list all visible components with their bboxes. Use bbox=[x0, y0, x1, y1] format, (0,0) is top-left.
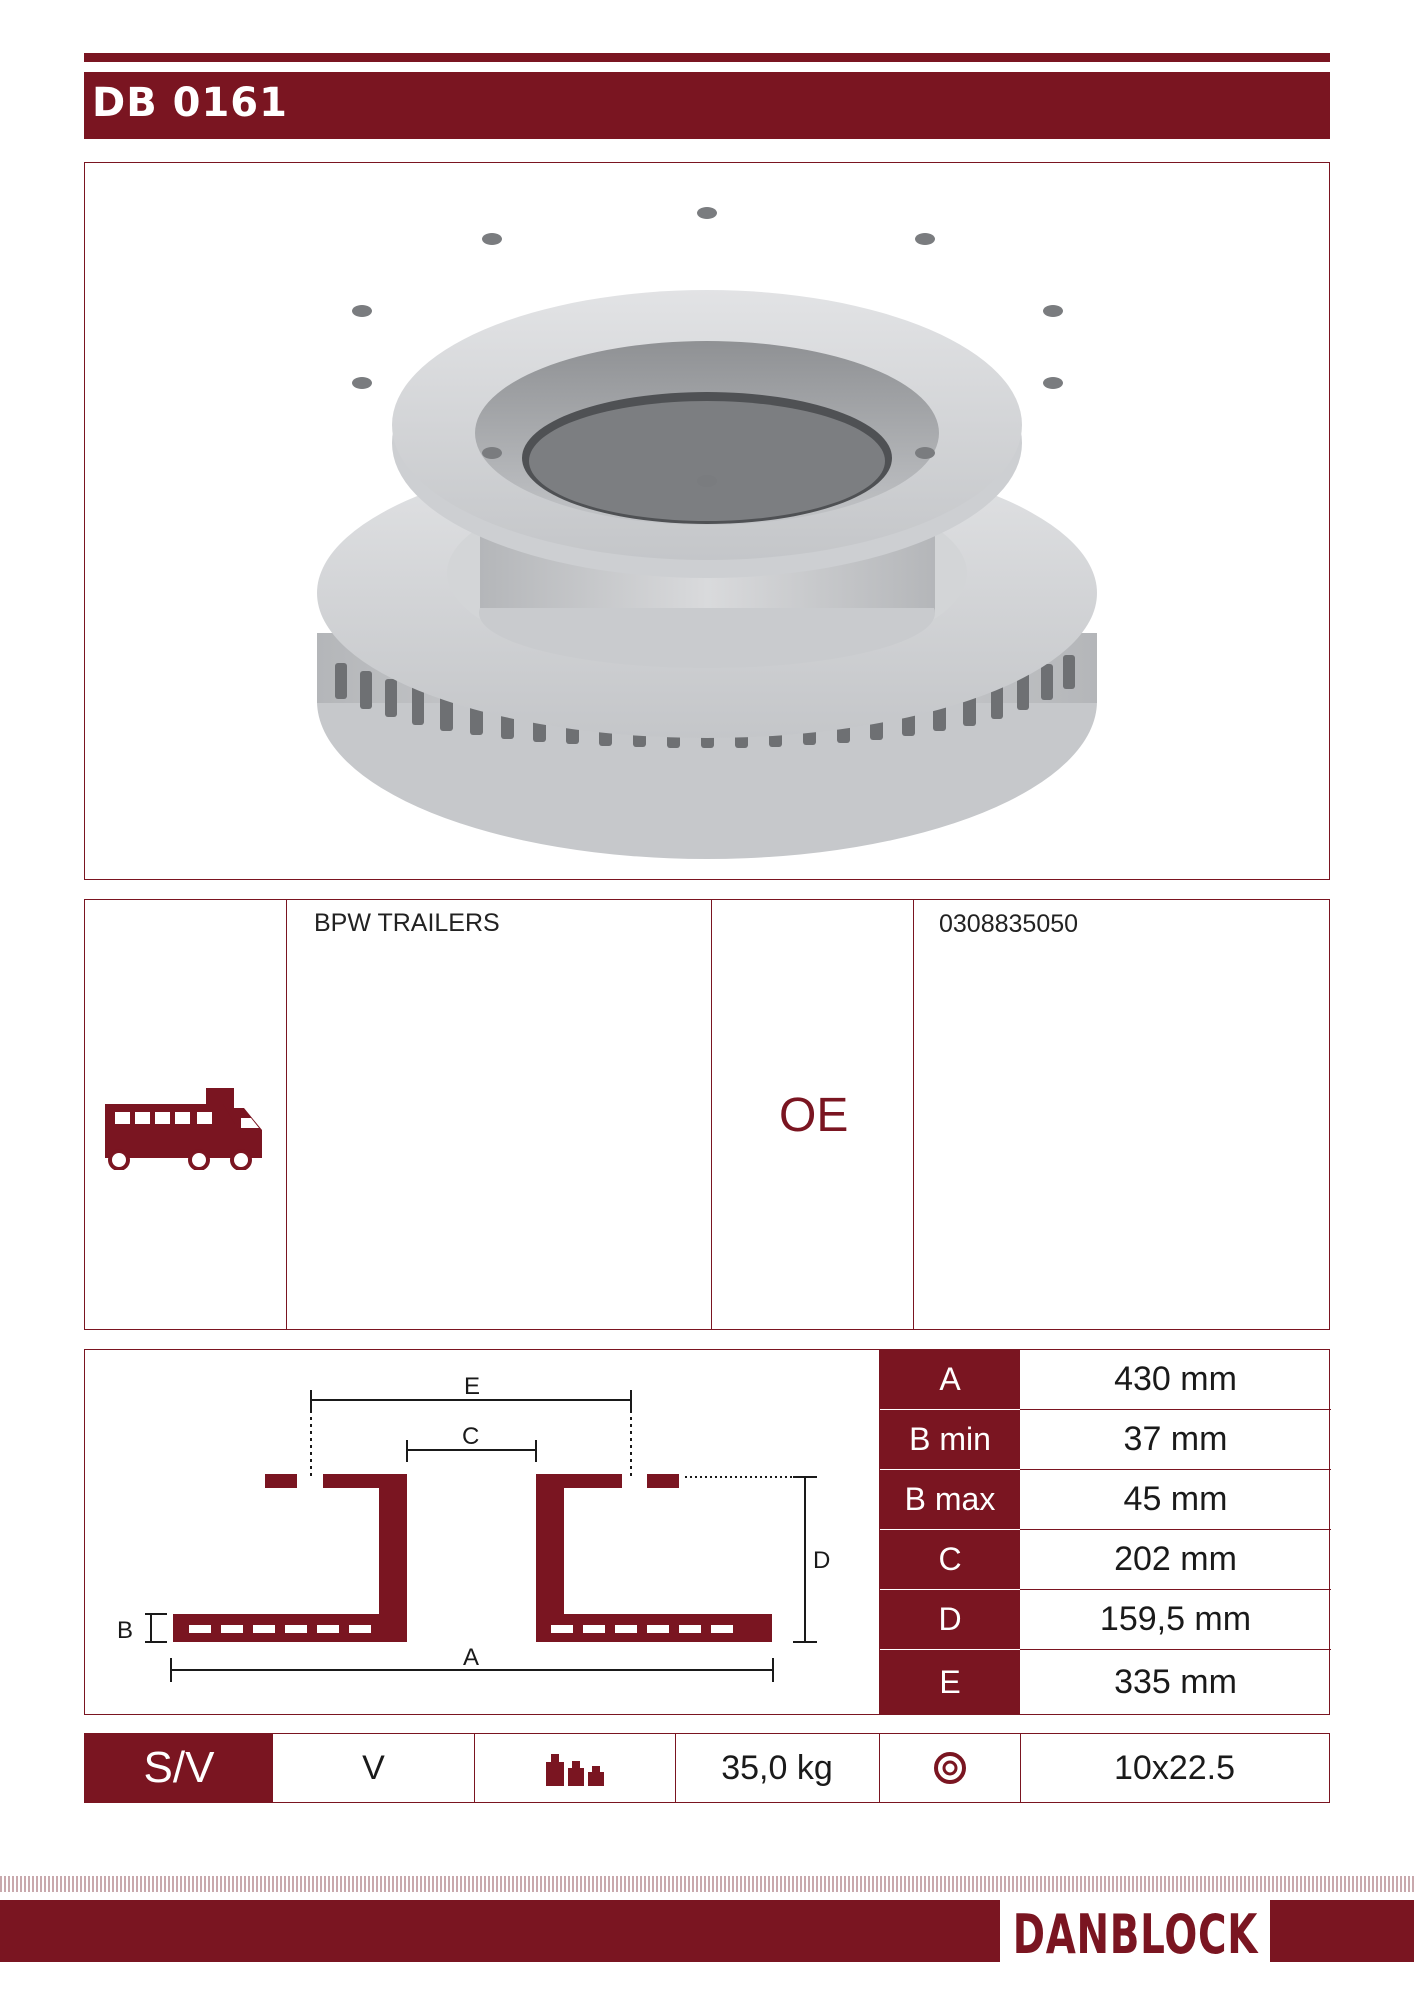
spec-row bbox=[880, 1470, 1331, 1530]
brand-name: DANBLOCK bbox=[1012, 1902, 1258, 1966]
disc-cross-section-diagram bbox=[85, 1350, 880, 1714]
spec-value: 335 mm bbox=[1114, 1662, 1237, 1701]
spec-key: A bbox=[880, 1350, 1020, 1409]
spec-row bbox=[880, 1410, 1331, 1470]
title-bar bbox=[84, 72, 1330, 139]
product-image-frame bbox=[84, 162, 1330, 880]
oe-label: OE bbox=[779, 1089, 849, 1142]
spec-row bbox=[880, 1590, 1331, 1650]
part-number: DB 0161 bbox=[92, 80, 288, 126]
dim-label-a: A bbox=[463, 1644, 480, 1671]
spec-row bbox=[880, 1530, 1331, 1590]
spec-value: 430 mm bbox=[1114, 1360, 1237, 1398]
info-row bbox=[84, 1733, 1330, 1803]
dim-label-d: D bbox=[813, 1547, 831, 1574]
dimensions-panel bbox=[84, 1349, 1330, 1715]
spec-key: D bbox=[880, 1590, 1020, 1649]
bus-truck-icon bbox=[101, 1080, 271, 1170]
divider bbox=[286, 900, 287, 1329]
header-top-rule bbox=[84, 53, 1330, 62]
sv-value: V bbox=[362, 1748, 385, 1787]
spec-key: E bbox=[880, 1650, 1020, 1714]
spec-value: 37 mm bbox=[1123, 1420, 1228, 1458]
sv-label: S/V bbox=[85, 1734, 273, 1802]
oe-number: 0308835050 bbox=[939, 910, 1079, 938]
dim-label-e: E bbox=[464, 1373, 481, 1400]
spec-row bbox=[880, 1650, 1331, 1714]
dim-label-c: C bbox=[462, 1423, 480, 1450]
dim-label-b: B bbox=[117, 1617, 134, 1644]
spec-value: 45 mm bbox=[1123, 1480, 1228, 1518]
spec-value: 159,5 mm bbox=[1099, 1600, 1252, 1638]
spec-key: B min bbox=[880, 1410, 1020, 1469]
footer-hatch bbox=[0, 1876, 1414, 1892]
divider bbox=[913, 900, 914, 1329]
spec-key: B max bbox=[880, 1470, 1020, 1529]
brake-disc-image bbox=[85, 163, 1329, 879]
application-table bbox=[84, 899, 1330, 1330]
disc-holes-icon bbox=[879, 1734, 1020, 1802]
spec-value: 202 mm bbox=[1114, 1540, 1237, 1578]
bolt-pattern-value: 10x22.5 bbox=[1114, 1748, 1235, 1787]
vehicle-make: BPW TRAILERS bbox=[314, 909, 500, 937]
weight-value: 35,0 kg bbox=[721, 1748, 833, 1787]
divider bbox=[711, 900, 712, 1329]
weights-icon bbox=[474, 1734, 675, 1802]
spec-row bbox=[880, 1350, 1331, 1410]
spec-key: C bbox=[880, 1530, 1020, 1589]
brand-logo bbox=[1000, 1894, 1270, 1974]
